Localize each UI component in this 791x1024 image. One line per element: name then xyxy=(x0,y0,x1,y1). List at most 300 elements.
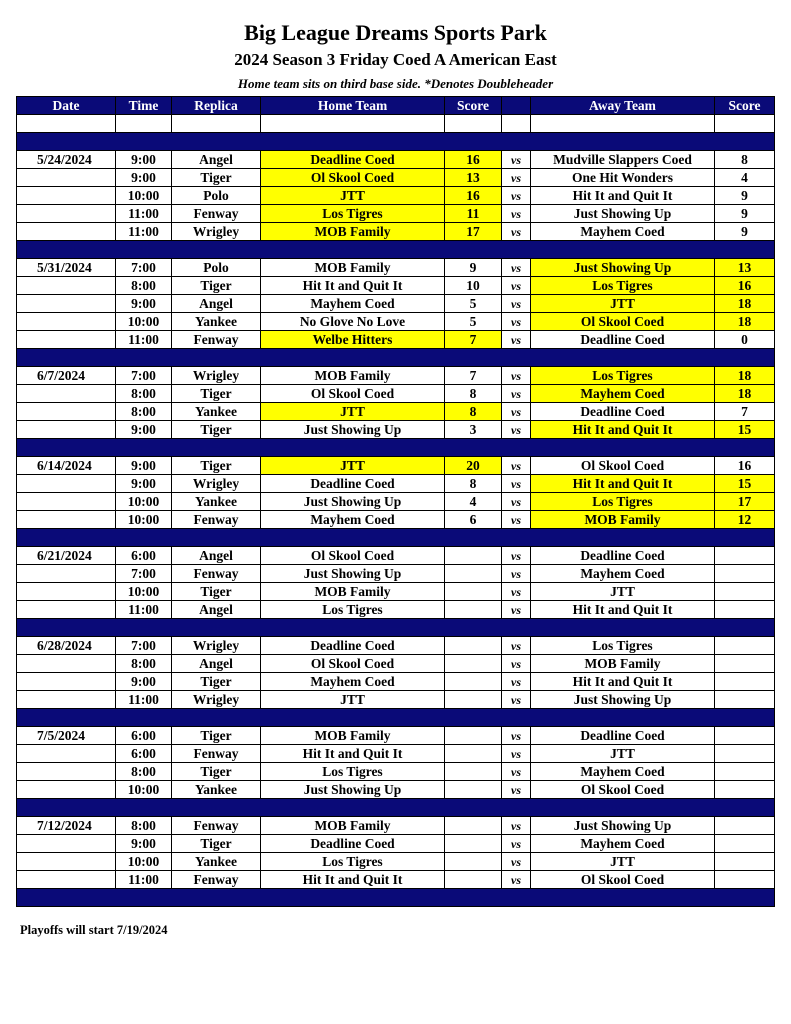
vs-cell: vs xyxy=(502,259,531,277)
time-cell: 10:00 xyxy=(116,853,172,871)
away-score-cell xyxy=(715,817,775,835)
home-team-cell: Ol Skool Coed xyxy=(261,655,445,673)
vs-cell: vs xyxy=(502,385,531,403)
game-row xyxy=(17,673,775,691)
home-score-cell xyxy=(445,601,502,619)
field-cell: Tiger xyxy=(172,169,261,187)
away-score-cell: 13 xyxy=(715,259,775,277)
field-cell: Tiger xyxy=(172,277,261,295)
away-score-cell xyxy=(715,691,775,709)
home-score-cell xyxy=(445,673,502,691)
home-team-cell: Just Showing Up xyxy=(261,493,445,511)
game-row xyxy=(17,313,775,331)
game-row xyxy=(17,259,775,277)
away-team-cell: Deadline Coed xyxy=(531,403,715,421)
home-team-cell: MOB Family xyxy=(261,259,445,277)
field-cell: Fenway xyxy=(172,565,261,583)
away-score-cell: 18 xyxy=(715,313,775,331)
vs-cell: vs xyxy=(502,367,531,385)
field-cell: Fenway xyxy=(172,871,261,889)
home-team-cell: Ol Skool Coed xyxy=(261,169,445,187)
away-score-cell xyxy=(715,781,775,799)
time-cell: 11:00 xyxy=(116,205,172,223)
away-score-cell: 16 xyxy=(715,277,775,295)
home-team-cell: Los Tigres xyxy=(261,601,445,619)
home-score-cell: 8 xyxy=(445,385,502,403)
field-cell: Angel xyxy=(172,655,261,673)
date-cell: 6/21/2024 xyxy=(17,547,116,565)
vs-cell: vs xyxy=(502,691,531,709)
away-score-cell: 16 xyxy=(715,457,775,475)
date-cell xyxy=(17,187,116,205)
vs-cell: vs xyxy=(502,673,531,691)
away-team-cell: Ol Skool Coed xyxy=(531,871,715,889)
vs-cell: vs xyxy=(502,403,531,421)
field-cell: Polo xyxy=(172,259,261,277)
date-cell xyxy=(17,673,116,691)
empty-cell xyxy=(261,115,445,133)
vs-cell: vs xyxy=(502,223,531,241)
home-score-cell: 6 xyxy=(445,511,502,529)
home-team-cell: Just Showing Up xyxy=(261,565,445,583)
away-team-cell: Mudville Slappers Coed xyxy=(531,151,715,169)
away-score-cell: 0 xyxy=(715,331,775,349)
home-team-cell: MOB Family xyxy=(261,367,445,385)
separator-cell xyxy=(17,241,775,259)
blank-row xyxy=(17,115,775,133)
time-cell: 6:00 xyxy=(116,727,172,745)
away-score-cell: 9 xyxy=(715,223,775,241)
away-score-cell xyxy=(715,583,775,601)
home-score-cell: 3 xyxy=(445,421,502,439)
week-separator xyxy=(17,349,775,367)
date-cell xyxy=(17,205,116,223)
away-score-cell: 18 xyxy=(715,295,775,313)
vs-cell: vs xyxy=(502,205,531,223)
separator-cell xyxy=(17,439,775,457)
field-cell: Wrigley xyxy=(172,691,261,709)
game-row xyxy=(17,493,775,511)
col-header-home-score: Score xyxy=(445,97,502,115)
vs-cell: vs xyxy=(502,745,531,763)
home-score-cell xyxy=(445,781,502,799)
game-row xyxy=(17,367,775,385)
time-cell: 10:00 xyxy=(116,781,172,799)
date-cell xyxy=(17,403,116,421)
game-row xyxy=(17,655,775,673)
game-row xyxy=(17,727,775,745)
home-team-cell: Just Showing Up xyxy=(261,781,445,799)
home-team-cell: Los Tigres xyxy=(261,763,445,781)
home-score-cell: 16 xyxy=(445,151,502,169)
time-cell: 10:00 xyxy=(116,493,172,511)
game-row xyxy=(17,781,775,799)
vs-cell: vs xyxy=(502,583,531,601)
home-score-cell xyxy=(445,853,502,871)
away-team-cell: Ol Skool Coed xyxy=(531,457,715,475)
game-row xyxy=(17,277,775,295)
vs-cell: vs xyxy=(502,637,531,655)
home-score-cell: 13 xyxy=(445,169,502,187)
game-row xyxy=(17,763,775,781)
vs-cell: vs xyxy=(502,727,531,745)
field-cell: Tiger xyxy=(172,421,261,439)
game-row xyxy=(17,565,775,583)
date-cell xyxy=(17,655,116,673)
field-cell: Tiger xyxy=(172,583,261,601)
separator-cell xyxy=(17,133,775,151)
home-score-cell: 10 xyxy=(445,277,502,295)
vs-cell: vs xyxy=(502,475,531,493)
away-score-cell xyxy=(715,871,775,889)
field-cell: Wrigley xyxy=(172,637,261,655)
field-cell: Fenway xyxy=(172,817,261,835)
field-cell: Angel xyxy=(172,547,261,565)
vs-cell: vs xyxy=(502,457,531,475)
date-cell xyxy=(17,331,116,349)
time-cell: 7:00 xyxy=(116,367,172,385)
away-score-cell xyxy=(715,601,775,619)
col-header-home-team: Home Team xyxy=(261,97,445,115)
away-team-cell: MOB Family xyxy=(531,511,715,529)
game-row xyxy=(17,871,775,889)
time-cell: 10:00 xyxy=(116,511,172,529)
date-cell xyxy=(17,421,116,439)
date-cell: 7/5/2024 xyxy=(17,727,116,745)
schedule-table xyxy=(16,96,775,907)
away-score-cell xyxy=(715,853,775,871)
time-cell: 10:00 xyxy=(116,583,172,601)
away-team-cell: Mayhem Coed xyxy=(531,385,715,403)
home-score-cell xyxy=(445,727,502,745)
home-score-cell: 9 xyxy=(445,259,502,277)
game-row xyxy=(17,547,775,565)
game-row xyxy=(17,205,775,223)
field-cell: Yankee xyxy=(172,781,261,799)
home-team-cell: Deadline Coed xyxy=(261,151,445,169)
field-cell: Angel xyxy=(172,151,261,169)
time-cell: 11:00 xyxy=(116,601,172,619)
date-cell: 5/24/2024 xyxy=(17,151,116,169)
vs-cell: vs xyxy=(502,421,531,439)
date-cell xyxy=(17,169,116,187)
page-subtitle: 2024 Season 3 Friday Coed A American East xyxy=(234,50,557,69)
home-team-cell: No Glove No Love xyxy=(261,313,445,331)
away-team-cell: Just Showing Up xyxy=(531,691,715,709)
separator-cell xyxy=(17,709,775,727)
away-team-cell: Mayhem Coed xyxy=(531,763,715,781)
game-row xyxy=(17,835,775,853)
playoffs-note: Playoffs will start 7/19/2024 xyxy=(20,923,168,937)
vs-cell: vs xyxy=(502,763,531,781)
date-cell xyxy=(17,691,116,709)
date-cell xyxy=(17,835,116,853)
home-score-cell xyxy=(445,637,502,655)
away-score-cell xyxy=(715,745,775,763)
time-cell: 10:00 xyxy=(116,313,172,331)
home-team-cell: Deadline Coed xyxy=(261,835,445,853)
col-header-date: Date xyxy=(17,97,116,115)
away-score-cell xyxy=(715,547,775,565)
date-cell xyxy=(17,277,116,295)
game-row xyxy=(17,385,775,403)
date-cell xyxy=(17,781,116,799)
game-row xyxy=(17,637,775,655)
away-team-cell: JTT xyxy=(531,295,715,313)
time-cell: 11:00 xyxy=(116,223,172,241)
empty-cell xyxy=(172,115,261,133)
away-team-cell: Los Tigres xyxy=(531,367,715,385)
home-team-cell: MOB Family xyxy=(261,223,445,241)
vs-cell: vs xyxy=(502,169,531,187)
home-team-cell: Welbe Hitters xyxy=(261,331,445,349)
time-cell: 8:00 xyxy=(116,763,172,781)
game-row xyxy=(17,421,775,439)
away-score-cell: 12 xyxy=(715,511,775,529)
col-header-away-score: Score xyxy=(715,97,775,115)
col-header-away-team: Away Team xyxy=(531,97,715,115)
empty-cell xyxy=(531,115,715,133)
field-cell: Tiger xyxy=(172,673,261,691)
vs-cell: vs xyxy=(502,295,531,313)
date-cell xyxy=(17,313,116,331)
week-separator xyxy=(17,133,775,151)
vs-cell: vs xyxy=(502,187,531,205)
date-cell: 6/7/2024 xyxy=(17,367,116,385)
home-score-cell xyxy=(445,655,502,673)
time-cell: 9:00 xyxy=(116,673,172,691)
field-cell: Fenway xyxy=(172,511,261,529)
home-score-cell: 11 xyxy=(445,205,502,223)
field-cell: Tiger xyxy=(172,727,261,745)
time-cell: 7:00 xyxy=(116,637,172,655)
home-score-cell: 7 xyxy=(445,367,502,385)
separator-cell xyxy=(17,349,775,367)
field-cell: Fenway xyxy=(172,331,261,349)
away-score-cell xyxy=(715,637,775,655)
field-cell: Tiger xyxy=(172,835,261,853)
time-cell: 6:00 xyxy=(116,745,172,763)
date-cell: 6/14/2024 xyxy=(17,457,116,475)
away-score-cell: 7 xyxy=(715,403,775,421)
col-header-vs xyxy=(502,97,531,115)
game-row xyxy=(17,151,775,169)
time-cell: 11:00 xyxy=(116,691,172,709)
date-cell xyxy=(17,583,116,601)
time-cell: 9:00 xyxy=(116,421,172,439)
field-cell: Tiger xyxy=(172,385,261,403)
time-cell: 8:00 xyxy=(116,385,172,403)
field-cell: Yankee xyxy=(172,853,261,871)
field-cell: Polo xyxy=(172,187,261,205)
vs-cell: vs xyxy=(502,511,531,529)
home-team-cell: MOB Family xyxy=(261,583,445,601)
game-row xyxy=(17,457,775,475)
home-team-cell: Mayhem Coed xyxy=(261,295,445,313)
away-team-cell: JTT xyxy=(531,583,715,601)
date-cell xyxy=(17,763,116,781)
empty-cell xyxy=(17,115,116,133)
game-row xyxy=(17,223,775,241)
home-score-cell xyxy=(445,547,502,565)
vs-cell: vs xyxy=(502,781,531,799)
home-score-cell xyxy=(445,817,502,835)
away-score-cell xyxy=(715,763,775,781)
week-separator xyxy=(17,709,775,727)
field-cell: Tiger xyxy=(172,763,261,781)
away-team-cell: Hit It and Quit It xyxy=(531,673,715,691)
empty-cell xyxy=(502,115,531,133)
game-row xyxy=(17,511,775,529)
home-score-cell xyxy=(445,745,502,763)
time-cell: 9:00 xyxy=(116,151,172,169)
home-score-cell: 20 xyxy=(445,457,502,475)
vs-cell: vs xyxy=(502,871,531,889)
date-cell xyxy=(17,601,116,619)
time-cell: 7:00 xyxy=(116,565,172,583)
time-cell: 9:00 xyxy=(116,475,172,493)
home-team-cell: Mayhem Coed xyxy=(261,511,445,529)
game-row xyxy=(17,817,775,835)
home-score-cell: 5 xyxy=(445,295,502,313)
vs-cell: vs xyxy=(502,565,531,583)
away-team-cell: Just Showing Up xyxy=(531,205,715,223)
vs-cell: vs xyxy=(502,313,531,331)
time-cell: 7:00 xyxy=(116,259,172,277)
schedule-note: Home team sits on third base side. *Denotes Doubleheader xyxy=(237,76,554,91)
date-cell xyxy=(17,475,116,493)
away-team-cell: Los Tigres xyxy=(531,493,715,511)
vs-cell: vs xyxy=(502,601,531,619)
date-cell: 5/31/2024 xyxy=(17,259,116,277)
date-cell xyxy=(17,493,116,511)
away-score-cell: 18 xyxy=(715,385,775,403)
date-cell xyxy=(17,853,116,871)
away-team-cell: Deadline Coed xyxy=(531,331,715,349)
home-score-cell: 17 xyxy=(445,223,502,241)
week-separator xyxy=(17,439,775,457)
game-row xyxy=(17,745,775,763)
home-score-cell: 8 xyxy=(445,475,502,493)
away-score-cell: 8 xyxy=(715,151,775,169)
week-separator xyxy=(17,799,775,817)
week-separator xyxy=(17,529,775,547)
home-team-cell: Los Tigres xyxy=(261,853,445,871)
time-cell: 8:00 xyxy=(116,655,172,673)
home-team-cell: Just Showing Up xyxy=(261,421,445,439)
game-row xyxy=(17,583,775,601)
away-team-cell: Mayhem Coed xyxy=(531,835,715,853)
home-score-cell: 5 xyxy=(445,313,502,331)
field-cell: Tiger xyxy=(172,457,261,475)
col-header-time: Time xyxy=(116,97,172,115)
vs-cell: vs xyxy=(502,835,531,853)
away-score-cell: 15 xyxy=(715,421,775,439)
away-team-cell: Ol Skool Coed xyxy=(531,781,715,799)
home-team-cell: Deadline Coed xyxy=(261,475,445,493)
home-team-cell: Hit It and Quit It xyxy=(261,277,445,295)
vs-cell: vs xyxy=(502,493,531,511)
away-team-cell: Los Tigres xyxy=(531,637,715,655)
time-cell: 9:00 xyxy=(116,835,172,853)
date-cell xyxy=(17,565,116,583)
home-score-cell xyxy=(445,565,502,583)
time-cell: 11:00 xyxy=(116,331,172,349)
game-row xyxy=(17,601,775,619)
empty-cell xyxy=(715,115,775,133)
home-score-cell xyxy=(445,871,502,889)
away-score-cell: 17 xyxy=(715,493,775,511)
away-score-cell: 9 xyxy=(715,205,775,223)
away-team-cell: Just Showing Up xyxy=(531,817,715,835)
home-score-cell: 7 xyxy=(445,331,502,349)
home-team-cell: JTT xyxy=(261,403,445,421)
away-team-cell: One Hit Wonders xyxy=(531,169,715,187)
away-team-cell: Hit It and Quit It xyxy=(531,187,715,205)
date-cell xyxy=(17,223,116,241)
page-title: Big League Dreams Sports Park xyxy=(244,20,547,45)
time-cell: 8:00 xyxy=(116,817,172,835)
away-team-cell: Hit It and Quit It xyxy=(531,421,715,439)
field-cell: Wrigley xyxy=(172,475,261,493)
date-cell xyxy=(17,511,116,529)
time-cell: 9:00 xyxy=(116,457,172,475)
date-cell xyxy=(17,745,116,763)
home-team-cell: Ol Skool Coed xyxy=(261,547,445,565)
vs-cell: vs xyxy=(502,331,531,349)
game-row xyxy=(17,403,775,421)
away-team-cell: Hit It and Quit It xyxy=(531,475,715,493)
time-cell: 9:00 xyxy=(116,169,172,187)
away-score-cell xyxy=(715,673,775,691)
away-team-cell: Hit It and Quit It xyxy=(531,601,715,619)
col-header-replica: Replica xyxy=(172,97,261,115)
field-cell: Yankee xyxy=(172,493,261,511)
away-team-cell: Deadline Coed xyxy=(531,727,715,745)
game-row xyxy=(17,187,775,205)
away-team-cell: Mayhem Coed xyxy=(531,565,715,583)
field-cell: Yankee xyxy=(172,403,261,421)
separator-cell xyxy=(17,619,775,637)
home-score-cell: 16 xyxy=(445,187,502,205)
home-team-cell: MOB Family xyxy=(261,817,445,835)
vs-cell: vs xyxy=(502,655,531,673)
home-score-cell xyxy=(445,763,502,781)
away-team-cell: JTT xyxy=(531,853,715,871)
game-row xyxy=(17,691,775,709)
vs-cell: vs xyxy=(502,277,531,295)
week-separator xyxy=(17,241,775,259)
field-cell: Yankee xyxy=(172,313,261,331)
separator-cell xyxy=(17,529,775,547)
home-team-cell: JTT xyxy=(261,691,445,709)
away-score-cell xyxy=(715,727,775,745)
away-team-cell: Deadline Coed xyxy=(531,547,715,565)
game-row xyxy=(17,331,775,349)
away-team-cell: Ol Skool Coed xyxy=(531,313,715,331)
date-cell xyxy=(17,385,116,403)
home-team-cell: JTT xyxy=(261,457,445,475)
away-team-cell: Just Showing Up xyxy=(531,259,715,277)
home-team-cell: JTT xyxy=(261,187,445,205)
time-cell: 11:00 xyxy=(116,871,172,889)
home-score-cell xyxy=(445,583,502,601)
away-team-cell: MOB Family xyxy=(531,655,715,673)
week-separator xyxy=(17,889,775,907)
away-score-cell: 18 xyxy=(715,367,775,385)
away-score-cell: 4 xyxy=(715,169,775,187)
vs-cell: vs xyxy=(502,547,531,565)
